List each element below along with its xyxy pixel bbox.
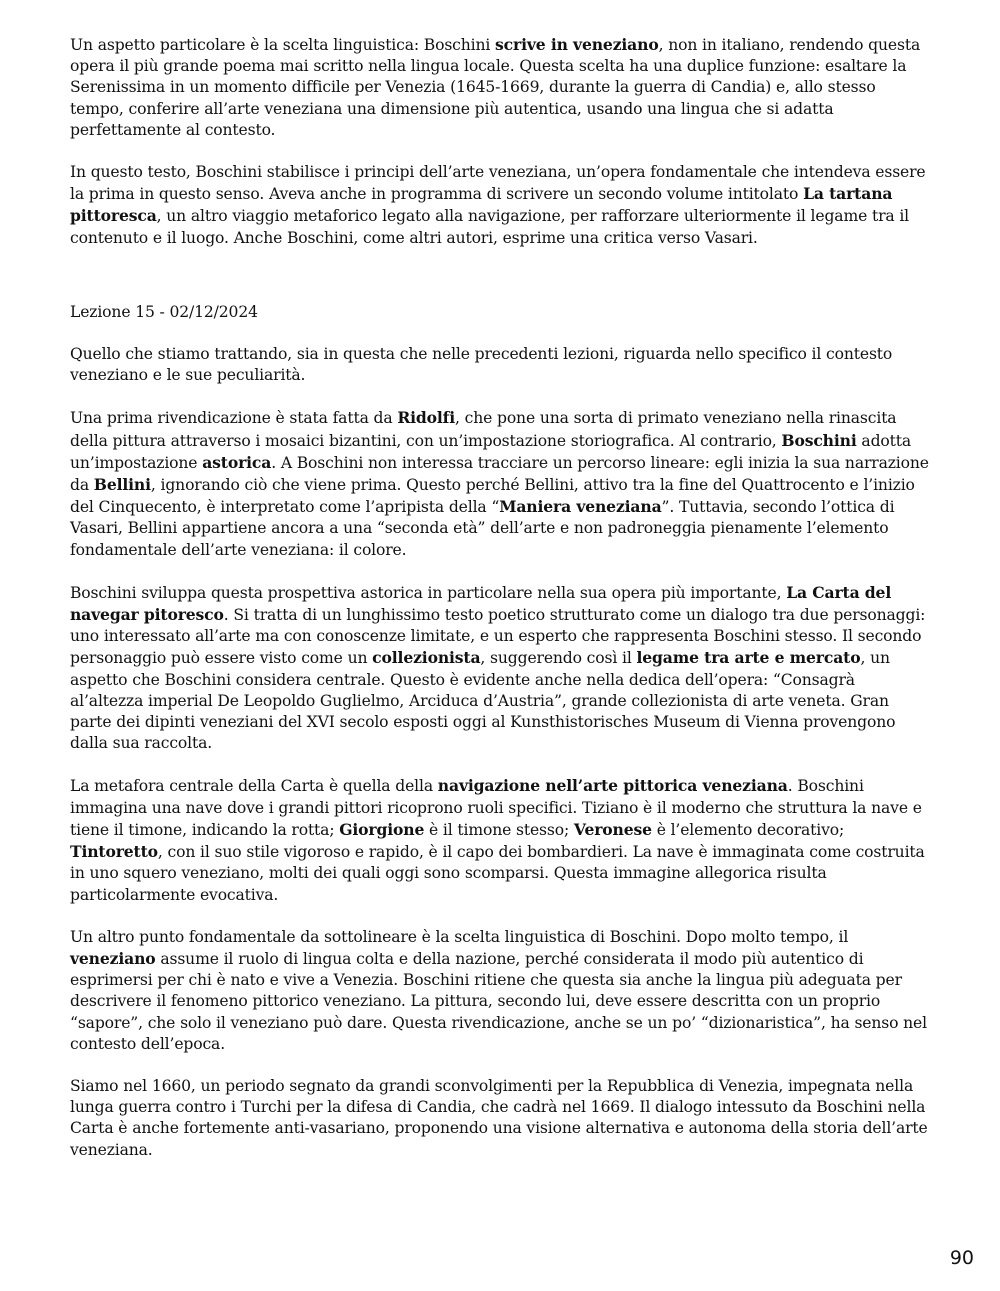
bold-term: Giorgione: [339, 819, 425, 839]
bold-term: Maniera veneziana: [499, 497, 662, 517]
text-span: , non in italiano, rendendo questa opera il più grande poema mai scritto nella lingua locale. Questa scelta ha una duplice funzione: esaltare la Serenissima in un momento difficile per Venezia (1645-1669, durante la guerra di Candia) e, allo stesso tempo, conferire all’arte veneziana una dimensione più autentica, usando una lingua che si adatta perfettamente al contesto.: [70, 36, 921, 139]
text-span: , che pone una sorta di primato veneziano nella rinascita della pittura attraverso i mosaici bizantini, con un’impostazione storiografica. Al contrario,: [70, 409, 897, 450]
text-span: Un aspetto particolare è la scelta linguistica: Boschini: [70, 36, 496, 54]
text-span: In questo testo, Boschini stabilisce i principi dell’arte veneziana, un’opera fondamentale che intendeva essere la prima in questo senso. Aveva anche in programma di scrivere un secondo volume intitolato: [70, 163, 926, 204]
paragraph-metafora-nave: [70, 775, 932, 905]
bold-term: Ridolfi: [397, 408, 456, 428]
text-span: assume il ruolo di lingua colta e della nazione, perché considerata il modo più autentico di esprimersi per chi è nato e vive a Venezia. Boschini ritiene che questa sia anche la lingua più adeguata per descrivere il fenomeno pittorico veneziano. La pittura, secondo lui, deve essere descritta con un proprio “sapore”, che solo il veneziano può dare. Questa rivendicazione, anche se un po’ “dizionaristica”, ha senso nel contesto dell’epoca.: [70, 949, 927, 1053]
text-span: Quello che stiamo trattando, sia in questa che nelle precedenti lezioni, riguarda nello specifico il contesto veneziano e le sue peculiarità.: [70, 345, 893, 385]
bold-term: La Carta del navegar pitoresco: [70, 582, 892, 625]
document-body: [70, 34, 932, 1182]
text-span: adotta un’impostazione: [70, 431, 912, 472]
text-span: La metafora centrale della Carta è quella della: [70, 777, 438, 796]
text-span: Un altro punto fondamentale da sottolineare è la scelta linguistica di Boschini. Dopo molto tempo, il: [70, 927, 849, 946]
paragraph-contesto: [70, 344, 932, 386]
paragraph-contesto-storico: [70, 1076, 932, 1161]
text-span: , suggerendo così il: [480, 649, 637, 668]
text-span: . A Boschini non interessa tracciare un percorso lineare: egli inizia la sua narrazione da: [70, 453, 929, 495]
paragraph-principi-arte: [70, 162, 932, 249]
bold-term: Veronese: [573, 819, 652, 839]
text-span: è il timone stesso;: [424, 820, 574, 839]
text-span: . Boschini immagina una nave dove i grandi pittori ricoprono ruoli specifici. Tiziano è il moderno che struttura la nave e tiene il timone, indicando la rotta;: [70, 777, 922, 839]
lesson-title: Lezione 15 - 02/12/2024: [70, 302, 258, 321]
lesson-heading: [70, 302, 932, 323]
text-span: , ignorando ciò che viene prima. Questo perché Bellini, attivo tra la fine del Quattrocento e l’inizio del Cinquecento, è interpretato come l’apripista della “: [70, 476, 915, 517]
bold-term: collezionista: [372, 648, 481, 668]
bold-term: Bellini: [93, 475, 151, 495]
text-span: Una prima rivendicazione è stata fatta da: [70, 409, 398, 428]
bold-term: veneziano: [70, 948, 156, 968]
paragraph-carta-navegar: [70, 582, 932, 755]
text-span: , un altro viaggio metaforico legato alla navigazione, per rafforzare ulteriormente il legame tra il contenuto e il luogo. Anche Boschini, come altri autori, esprime una critica verso Vasari.: [70, 207, 910, 247]
bold-term: navigazione nell’arte pittorica veneziana: [437, 776, 788, 796]
paragraph-scelta-linguistica: [70, 927, 932, 1055]
bold-term: La tartana pittoresca: [70, 184, 893, 226]
paragraph-ridolfi-boschini: [70, 407, 932, 560]
bold-term: scrive in veneziano: [495, 35, 659, 54]
text-span: Boschini sviluppa questa prospettiva astorica in particolare nella sua opera più importante,: [70, 583, 787, 602]
text-span: , un aspetto che Boschini considera centrale. Questo è evidente anche nella dedica dell’opera: “Consagrà al’altezza imperial De Leopoldo Guglielmo, Arciduca d’Austria”, grande collezionista di arte veneta. Gran parte dei dipinti veneziani del XVI secolo esposti oggi al Kunsthistorisches Museum di Vienna provengono dalla sua raccolta.: [70, 649, 896, 753]
text-span: , con il suo stile vigoroso e rapido, è il capo dei bombardieri. La nave è immaginata come costruita in uno squero veneziano, molti dei quali oggi sono scomparsi. Questa immagine allegorica risulta particolarmente evocativa.: [70, 843, 925, 904]
text-span: è l’elemento decorativo;: [651, 820, 845, 839]
text-span: . Si tratta di un lunghissimo testo poetico strutturato come un dialogo tra due personaggi: uno interessato all’arte ma con conoscenze limitate, e un esperto che rappresenta Boschini stesso. Il secondo personaggio può essere visto come un: [70, 606, 926, 668]
bold-term: legame tra arte e mercato: [636, 648, 861, 668]
bold-term: Tintoretto: [70, 842, 158, 862]
bold-term: astorica: [202, 452, 272, 472]
paragraph-lingua-veneziana: [70, 34, 932, 141]
bold-term: Boschini: [781, 430, 857, 450]
text-span: ”. Tuttavia, secondo l’ottica di Vasari, Bellini appartiene ancora a una “seconda età” dell’arte e non padroneggia pienamente l’elemento fondamentale dell’arte veneziana: il colore.: [70, 498, 895, 559]
text-span: Siamo nel 1660, un periodo segnato da grandi sconvolgimenti per la Repubblica di Venezia, impegnata nella lunga guerra contro i Turchi per la difesa di Candia, che cadrà nel 1669. Il dialogo intessuto da Boschini nella Carta è anche fortemente anti-vasariano, proponendo una visione alternativa e autonoma della storia dell’arte veneziana.: [70, 1076, 928, 1159]
page-number: 90: [949, 1247, 974, 1269]
